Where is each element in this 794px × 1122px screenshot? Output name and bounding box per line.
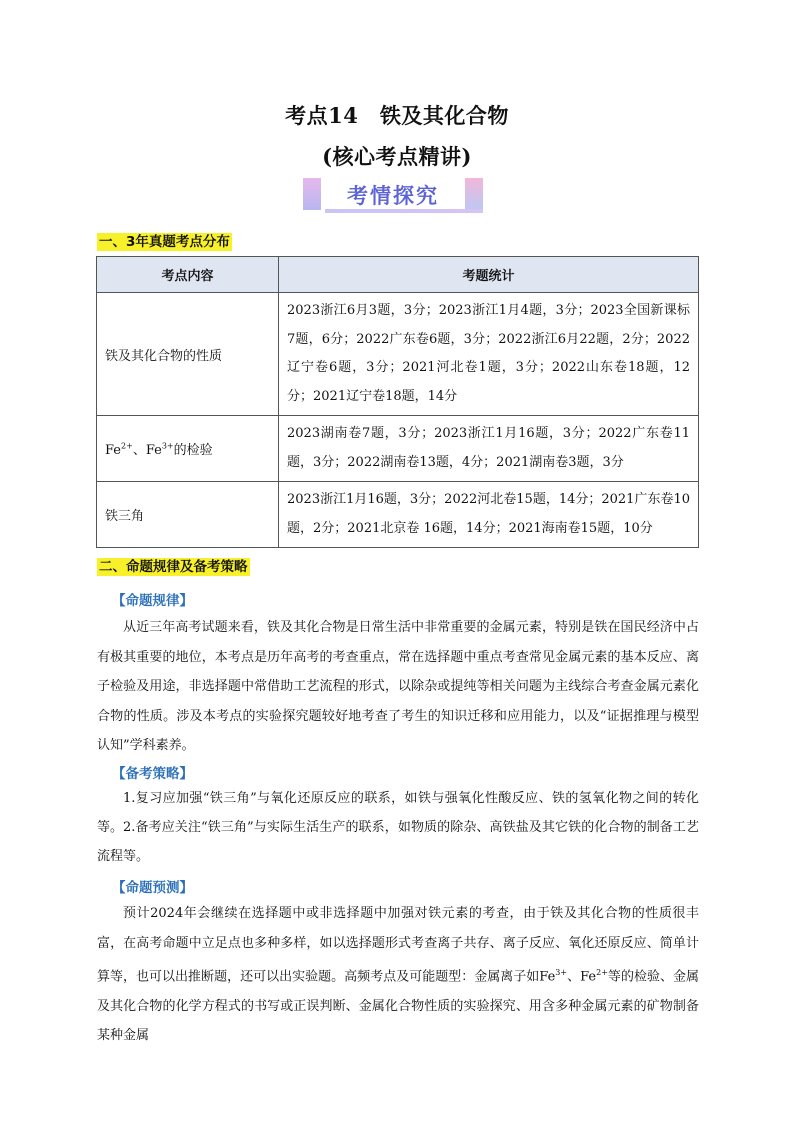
prediction-text: 预计2024年会继续在选择题中或非选择题中加强对铁元素的考查，由于铁及其化合物的性质很丰富，在高考命题中立足点也多种多样，如以选择题形式考查离子共存、离子反应、氧化还原反应、简单计算等，也可以出推断题，还可以出实验题。高频考点及可能题型：金属离子如Fe <box>97 906 699 985</box>
rules-paragraph: 从近三年高考试题来看，铁及其化合物是日常生活中非常重要的金属元素，特别是铁在国民经济中占有极其重要的地位，本考点是历年高考的考查重点，常在选择题中重点考查常见金属元素的基本反应、离子检验及用途，非选择题中常借助工艺流程的形式，以除杂或提纯等相关问题为主线综合考查金属元素化合物的性质。涉及本考点的实验探究题较好地考查了考生的知识迁移和应用能力，以及“证据推理与模型认知”学科素养。 <box>97 620 699 753</box>
strategy-item-2: 2.备考应关注“铁三角”与实际生活生产的联系，如物质的除杂、高铁盐及其它铁的化合物的制备工艺流程等。 <box>97 820 699 864</box>
prediction-paragraph <box>97 899 699 1051</box>
charge-superscript: 2+ <box>596 968 608 977</box>
prediction-text: 等的检验、金属及其化合物的化学方程式的书写或正误判断、金属化合物性质的实验探究、用含多种金属元素的矿物制备某种金属 <box>97 969 699 1044</box>
table-cell-stats: 2023浙江1月16题，3分；2022河北卷15题，14分；2021广东卷10题，2分；2021北京卷 16题，14分；2021海南卷15题，10分 <box>279 482 699 548</box>
prediction-heading: 【命题预测】 <box>112 880 193 896</box>
table-cell-stats: 2023湖南卷7题，3分；2023浙江1月16题，3分；2022广东卷11题，3分；2022湖南卷13题，4分；2021湖南卷3题，3分 <box>279 416 699 482</box>
table-cell-topic <box>97 416 279 482</box>
charge-superscript: 2+ <box>121 441 133 451</box>
table-header-stats: 考题统计 <box>279 257 699 293</box>
page-title: 考点14 铁及其化合物 <box>285 103 509 128</box>
exam-distribution-table <box>96 256 699 548</box>
section-heading-strategy: 二、命题规律及备考策略 <box>99 559 248 575</box>
charge-superscript: 3+ <box>161 441 174 451</box>
topic-text: Fe <box>105 443 122 458</box>
prediction-text: 、Fe <box>567 969 597 985</box>
table-header-topic: 考点内容 <box>97 257 279 293</box>
table-cell-topic: 铁及其化合物的性质 <box>97 293 279 416</box>
strategy-heading: 【备考策略】 <box>112 766 193 782</box>
section-banner <box>303 178 483 213</box>
section-heading-distribution: 一、3年真题考点分布 <box>99 234 230 250</box>
topic-text: 、Fe <box>132 443 162 458</box>
table-row <box>97 416 699 482</box>
table-cell-stats: 2023浙江6月3题，3分；2023浙江1月4题，3分；2023全国新课标7题，6分；2022广东卷6题，3分；2022浙江6月22题，2分；2022辽宁卷6题，3分；2021河北卷1题，3分；2022山东卷18题，12分；2021辽宁卷18题，14分 <box>279 293 699 416</box>
table-row <box>97 482 699 548</box>
charge-superscript: 3+ <box>555 968 568 977</box>
table-header-row <box>97 257 699 293</box>
strategy-item-1: 1.复习应加强“铁三角”与氧化还原反应的联系，如铁与强氧化性酸反应、铁的氢氧化物之间的转化等。 <box>97 791 699 835</box>
table-cell-topic: 铁三角 <box>97 482 279 548</box>
topic-text: 的检验 <box>173 443 213 458</box>
table-row <box>97 293 699 416</box>
banner-label: 考情探究 <box>347 184 439 208</box>
page-subtitle: (核心考点精讲) <box>322 144 472 169</box>
rules-heading: 【命题规律】 <box>112 593 193 609</box>
